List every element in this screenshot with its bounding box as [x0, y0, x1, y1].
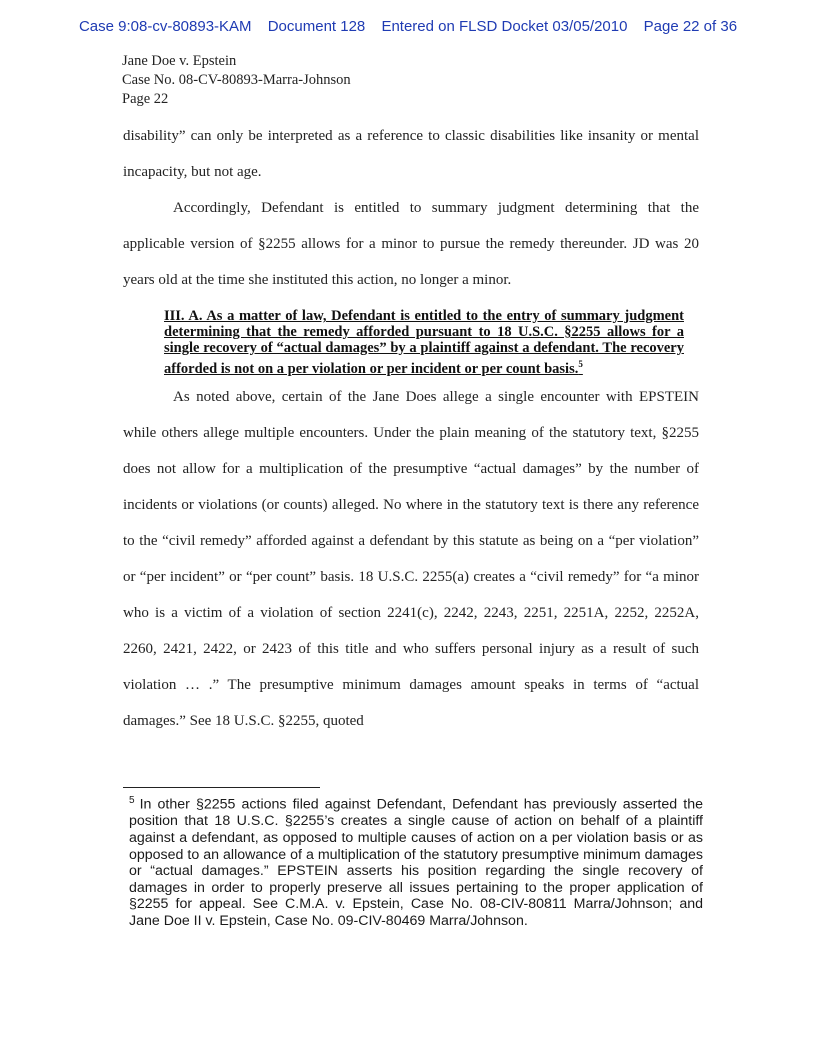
docket-entry-date: Entered on FLSD Docket 03/05/2010 — [381, 18, 628, 35]
footnote-reference[interactable]: 5 — [578, 359, 583, 369]
paragraph-continuation: disability” can only be interpreted as a reference to classic disabilities like insanity or mental incapacity, but not age. — [123, 128, 699, 180]
docket-case-number: Case 9:08-cv-80893-KAM — [78, 18, 252, 35]
page-header — [122, 52, 351, 109]
footnote — [129, 793, 703, 929]
footnote-number: 5 — [129, 795, 135, 806]
case-number: Case No. 08-CV-80893-Marra-Johnson — [122, 72, 351, 88]
case-caption: Jane Doe v. Epstein — [122, 53, 237, 69]
docket-page-number: Page 22 of 36 — [643, 18, 738, 35]
section-heading — [164, 308, 684, 377]
document-body — [123, 118, 699, 739]
footnote-divider — [123, 787, 320, 788]
page-label: Page 22 — [122, 91, 169, 107]
paragraph-single-recovery: As noted above, certain of the Jane Does allege a single encounter with EPSTEIN while others allege multiple encounters. Under the plain meaning of the statutory text, §2255 does not allow for a multiplication of the presumptive “actual damages” by the number of incidents or violations (or counts) alleged. No where in the statutory text is there any reference to the “civil remedy” afforded against a defendant by this statute as being on a “per violation” or “per incident” or “per count” basis. 18 U.S.C. 2255(a) creates a “civil remedy” for “a minor who is a victim of a violation of section 2241(c), 2242, 2243, 2251, 2251A, 2252, 2252A, 2260, 2421, 2422, or 2423 of this title and who suffers personal injury as a result of such violation … .” The presumptive minimum damages amount speaks in terms of “actual damages.” See 18 U.S.C. §2255, quoted — [123, 388, 699, 729]
paragraph-summary-judgment: Accordingly, Defendant is entitled to summary judgment determining that the applicable version of §2255 allows for a minor to pursue the remedy thereunder. JD was 20 years old at the time she instituted this action, no longer a minor. — [123, 200, 699, 288]
footnote-text: In other §2255 actions filed against Defendant, Defendant has previously asserted the position that 18 U.S.C. §2255’s creates a single cause of action on behalf of a plaintiff against a defendant, as opposed to multiple causes of action on a per violation basis or as opposed to an allowance of a multiplication of the statutory presumptive minimum damages or “actual damages.” EPSTEIN asserts his position regarding the single recovery of damages in order to properly preserve all issues pertaining to the proper application of §2255 for appeal. See C.M.A. v. Epstein, Case No. 08-CIV-80811 Marra/Johnson; and Jane Doe II v. Epstein, Case No. 09-CIV-80469 Marra/Johnson. — [129, 796, 703, 929]
docket-document-number: Document 128 — [267, 18, 366, 35]
docket-stamp — [0, 18, 816, 35]
section-heading-text: III. A. As a matter of law, Defendant is entitled to the entry of summary judgment determining that the remedy afforded pursuant to 18 U.S.C. §2255 allows for a single recovery of “actual damages” by a plaintiff against a defendant. The recovery afforded is not on a per violation or per incident or per count basis. — [164, 308, 684, 377]
